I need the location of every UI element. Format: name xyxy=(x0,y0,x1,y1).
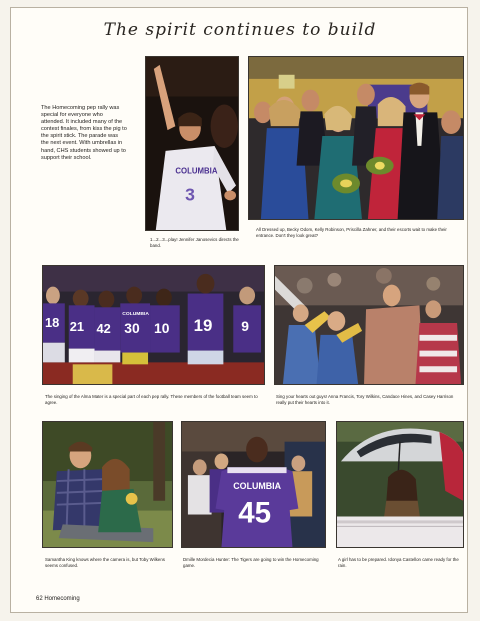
page-title: The spirit continues to build xyxy=(103,20,377,40)
jersey-number-6: 19 xyxy=(193,315,213,335)
jersey-number-7: 9 xyxy=(241,317,249,334)
page-folio: 62 Homecoming xyxy=(36,596,80,602)
photo-samantha-toby xyxy=(42,421,173,548)
team-jersey-lettering: COLUMBIA xyxy=(122,312,149,318)
hunter-jersey-number: 45 xyxy=(238,496,272,530)
caption-samantha-toby: Samantha King knows where the camera is, but Toby Wilkens seems confused. xyxy=(45,557,165,568)
caption-football-team: The singing of the Alma Mater is a special part of each pep rally. These members of the football team seem to agree. xyxy=(45,394,258,405)
hunter-jersey-lettering: COLUMBIA xyxy=(233,480,282,491)
caption-umbrella-girl: A girl has to be prepared. Idonya Castellon came ready for the rain. xyxy=(338,557,459,568)
photo-singing-students xyxy=(274,265,464,385)
jersey-number-1: 18 xyxy=(44,315,60,330)
photo-homecoming-court xyxy=(248,56,464,220)
caption-singing-students: Sing your hearts out guys! Anna Francis, Tory Wilkins, Candace Hines, and Casey Harrison really put their hearts into it. xyxy=(276,394,454,405)
caption-band-director: 1...2...3...play! Jennifer Janosevics directs the band. xyxy=(150,237,239,248)
white-fence xyxy=(337,516,463,547)
band-shirt-lettering: COLUMBIA xyxy=(175,166,218,176)
photo-umbrella-girl xyxy=(336,421,464,548)
photo-band-director xyxy=(145,56,239,231)
caption-homecoming-court: All Dressed up, Becky Odom, Kelly Robinson, Priscilla Zahner, and their escorts wait to make their entrance. Don't they look great? xyxy=(256,227,447,238)
caption-jersey-45: Dmille Mordecia Hunter: The Tigers are going to win the Homecoming game. xyxy=(183,557,319,568)
photo-football-team xyxy=(42,265,265,385)
jersey-number-2: 21 xyxy=(69,318,85,334)
band-shirt-number: 3 xyxy=(185,184,195,205)
jersey-number-4: 30 xyxy=(124,319,140,336)
photo-jersey-45 xyxy=(181,421,326,548)
intro-paragraph: The Homecoming pep rally was special for everyone who attended. It included many of the contest finales, from kiss the pig to the spirit stick. The parade was the next event. With umbrellas in hand, CHS students showed up to support their school. xyxy=(41,105,127,161)
jersey-number-5: 10 xyxy=(153,319,170,336)
jersey-number-3: 42 xyxy=(96,320,111,336)
